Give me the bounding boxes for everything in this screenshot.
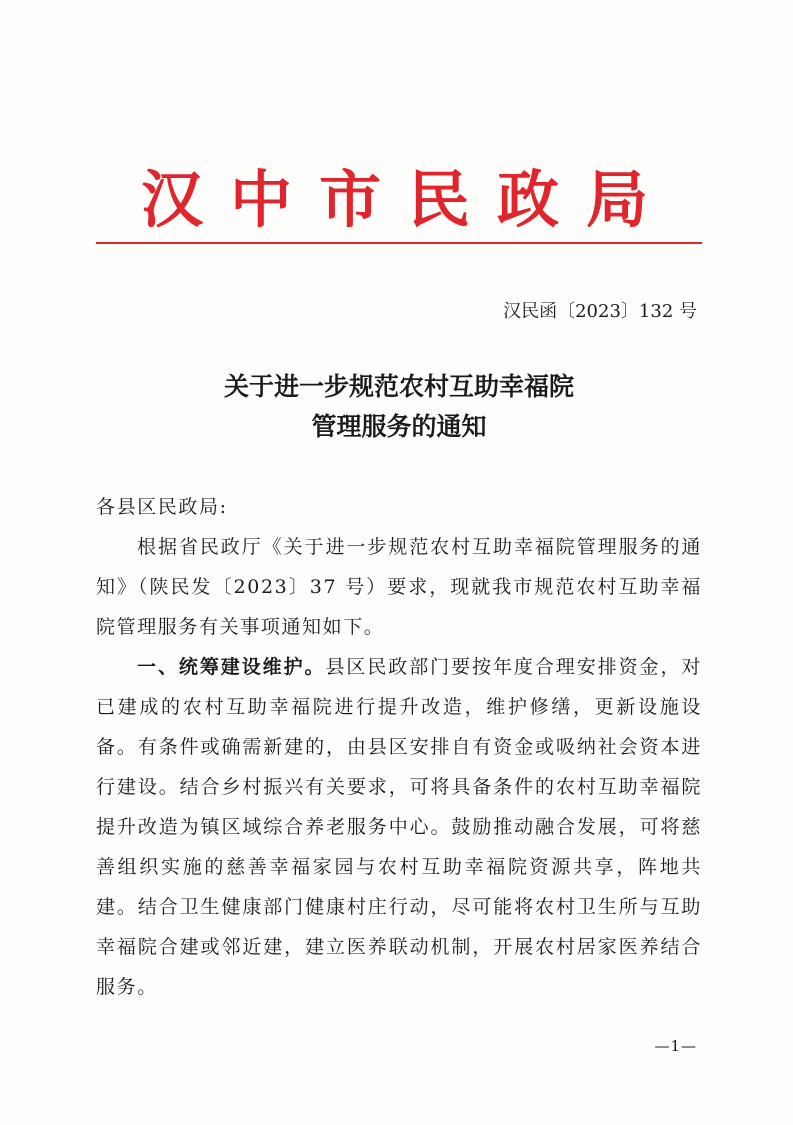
section-1-text: 县区民政部门要按年度合理安排资金，对已建成的农村互助幸福院进行提升改造，维护修缮，更新设施设备。有条件或确需新建的，由县区安排自有资金或吸纳社会资本进行建设。结合乡村振兴有关要求，可将具备条件的农村互助幸福院提升改造为镇区域综合养老服务中心。鼓励推动融合发展，可将慈善组织实施的慈善幸福家园与农村互助幸福院资源共享，阵地共建。结合卫生健康部门健康村庄行动，尽可能将农村卫生所与互助幸福院合建或邻近建，建立医养联动机制，开展农村居家医养结合服务。 xyxy=(96,656,702,998)
paragraph-section-1 xyxy=(96,647,702,1007)
title-line-2: 管理服务的通知 xyxy=(311,412,487,441)
document-number: 汉民函〔2023〕132 号 xyxy=(503,301,697,322)
document-title xyxy=(96,367,702,447)
paragraph-intro: 根据省民政厅《关于进一步规范农村互助幸福院管理服务的通知》（陕民发〔2023〕37 号）要求，现就我市规范农村互助幸福院管理服务有关事项通知如下。 xyxy=(96,536,702,638)
section-1-heading: 一、统筹建设维护。 xyxy=(137,656,326,678)
title-line-1: 关于进一步规范农村互助幸福院 xyxy=(223,372,574,401)
salutation: 各县区民政局: xyxy=(96,496,228,518)
page-number: —1— xyxy=(654,1037,697,1055)
red-divider-line xyxy=(96,242,702,244)
agency-masthead: 汉中市民政局 xyxy=(140,163,675,236)
